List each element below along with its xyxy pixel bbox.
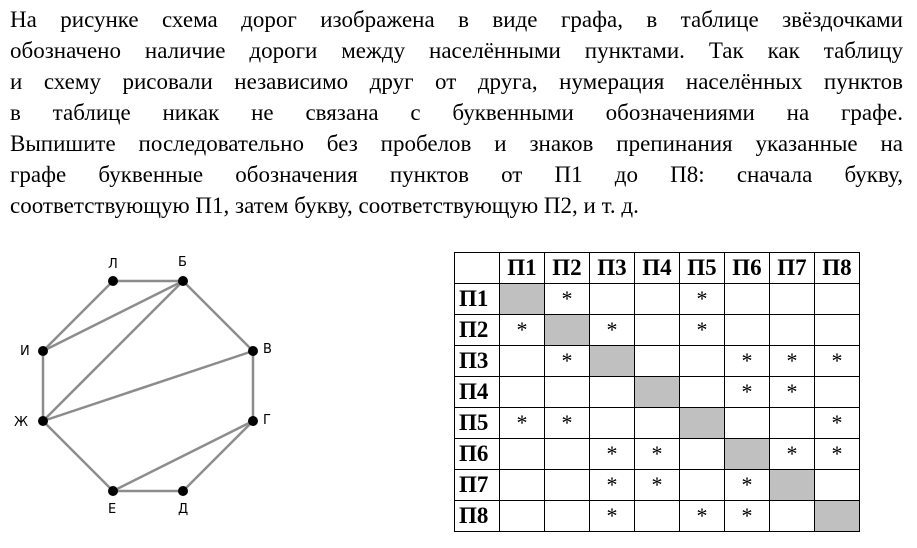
table-cell: *: [770, 346, 815, 377]
table-cell: [500, 346, 545, 377]
label-V: В: [263, 342, 272, 357]
row-header: П8: [455, 501, 500, 532]
table-cell: [770, 501, 815, 532]
table-body: [455, 284, 860, 532]
table-row: [455, 470, 860, 501]
table-cell: *: [725, 470, 770, 501]
table-cell: *: [635, 439, 680, 470]
table-cell: *: [770, 377, 815, 408]
diagonal-cell: [725, 439, 770, 470]
table-corner: [455, 253, 500, 284]
row-header: П4: [455, 377, 500, 408]
label-G: Г: [263, 413, 271, 428]
table-cell: [500, 501, 545, 532]
table-cell: [815, 470, 860, 501]
table-cell: [635, 408, 680, 439]
table-cell: *: [590, 315, 635, 346]
table-cell: *: [590, 470, 635, 501]
table-cell: *: [680, 315, 725, 346]
row-header: П7: [455, 470, 500, 501]
table-row: [455, 315, 860, 346]
table-cell: [725, 315, 770, 346]
row-header: П5: [455, 408, 500, 439]
adjacency-table: [454, 252, 860, 532]
task-line: в таблице никак не связана с буквенными обозначениями на графе.: [10, 100, 903, 125]
edge-G-D: [183, 421, 253, 491]
table-row: [455, 377, 860, 408]
table-cell: *: [590, 439, 635, 470]
table-cell: [635, 315, 680, 346]
label-E: Е: [108, 502, 117, 517]
column-header: П6: [725, 253, 770, 284]
diagonal-cell: [680, 408, 725, 439]
table-cell: *: [725, 377, 770, 408]
edge-Zh-B: [43, 281, 183, 421]
diagonal-cell: [590, 346, 635, 377]
table-cell: [545, 501, 590, 532]
table-cell: *: [500, 315, 545, 346]
table-cell: [635, 284, 680, 315]
diagonal-cell: [545, 315, 590, 346]
table-cell: *: [725, 346, 770, 377]
row-header: П1: [455, 284, 500, 315]
table-cell: *: [770, 439, 815, 470]
table-row: [455, 439, 860, 470]
diagonal-cell: [815, 501, 860, 532]
column-header: П4: [635, 253, 680, 284]
table-cell: [770, 408, 815, 439]
table-cell: *: [500, 408, 545, 439]
row-header: П2: [455, 315, 500, 346]
diagonal-cell: [500, 284, 545, 315]
label-Zh: Ж: [14, 415, 29, 430]
task-line: обозначено наличие дороги между населёнными пунктами. Так как таблицу: [10, 38, 903, 63]
task-line: На рисунке схема дорог изображена в виде графа, в таблице звёздочками: [10, 7, 903, 32]
table-cell: [770, 284, 815, 315]
table-cell: [545, 377, 590, 408]
row-header: П3: [455, 346, 500, 377]
table-cell: [770, 315, 815, 346]
table-cell: [815, 284, 860, 315]
task-line: соответствующую П1, затем букву, соответствующую П2, и т. д.: [10, 193, 639, 218]
diagonal-cell: [770, 470, 815, 501]
vertex-V: [248, 346, 258, 356]
graph-edges: [43, 281, 253, 491]
table-cell: [545, 470, 590, 501]
vertex-D: [178, 486, 188, 496]
table-cell: [680, 377, 725, 408]
row-header: П6: [455, 439, 500, 470]
vertex-B: [178, 276, 188, 286]
table-row: [455, 284, 860, 315]
table-cell: [500, 377, 545, 408]
vertex-L: [108, 276, 118, 286]
task-text: [10, 4, 903, 221]
edge-E-G: [113, 421, 253, 491]
table-cell: [590, 377, 635, 408]
edge-I-L: [43, 281, 113, 351]
edge-B-V: [183, 281, 253, 351]
table-cell: [635, 501, 680, 532]
graph-labels: [14, 255, 272, 517]
vertex-E: [108, 486, 118, 496]
table-cell: [725, 408, 770, 439]
vertex-Zh: [38, 416, 48, 426]
table-row: [455, 346, 860, 377]
task-line: Выпишите последовательно без пробелов и знаков препинания указанные на: [10, 131, 903, 156]
edge-Zh-V: [43, 351, 253, 421]
column-header: П2: [545, 253, 590, 284]
table-cell: [725, 284, 770, 315]
vertex-I: [38, 346, 48, 356]
edge-E-Zh: [43, 421, 113, 491]
table-cell: *: [590, 501, 635, 532]
table-cell: [500, 470, 545, 501]
table-cell: *: [815, 439, 860, 470]
table-cell: *: [680, 501, 725, 532]
column-header: П8: [815, 253, 860, 284]
table-cell: *: [725, 501, 770, 532]
table-cell: [680, 439, 725, 470]
label-I: И: [20, 344, 30, 359]
table-cell: [680, 470, 725, 501]
table-cell: *: [545, 284, 590, 315]
label-B: Б: [178, 255, 187, 270]
table-row: [455, 408, 860, 439]
table-cell: [590, 408, 635, 439]
table-cell: *: [680, 284, 725, 315]
road-graph: [0, 245, 290, 535]
table-header-row: [455, 253, 860, 284]
label-L: Л: [108, 257, 118, 272]
table-cell: [815, 377, 860, 408]
table-cell: *: [545, 408, 590, 439]
table-row: [455, 501, 860, 532]
table-cell: [680, 346, 725, 377]
table-cell: *: [545, 346, 590, 377]
task-line: и схему рисовали независимо друг от друга, нумерация населённых пунктов: [10, 69, 903, 94]
table-cell: [590, 284, 635, 315]
table-cell: [815, 315, 860, 346]
edge-I-B: [43, 281, 183, 351]
diagonal-cell: [635, 377, 680, 408]
adjacency-table-container: [454, 252, 860, 532]
column-header: П5: [680, 253, 725, 284]
table-cell: [500, 439, 545, 470]
table-cell: *: [815, 408, 860, 439]
label-D: Д: [178, 502, 189, 517]
table-cell: *: [635, 470, 680, 501]
column-header: П7: [770, 253, 815, 284]
table-cell: [545, 439, 590, 470]
column-header: П3: [590, 253, 635, 284]
vertex-G: [248, 416, 258, 426]
column-header: П1: [500, 253, 545, 284]
task-line: графе буквенные обозначения пунктов от П1 до П8: сначала букву,: [10, 162, 903, 187]
table-cell: [635, 346, 680, 377]
table-cell: *: [815, 346, 860, 377]
